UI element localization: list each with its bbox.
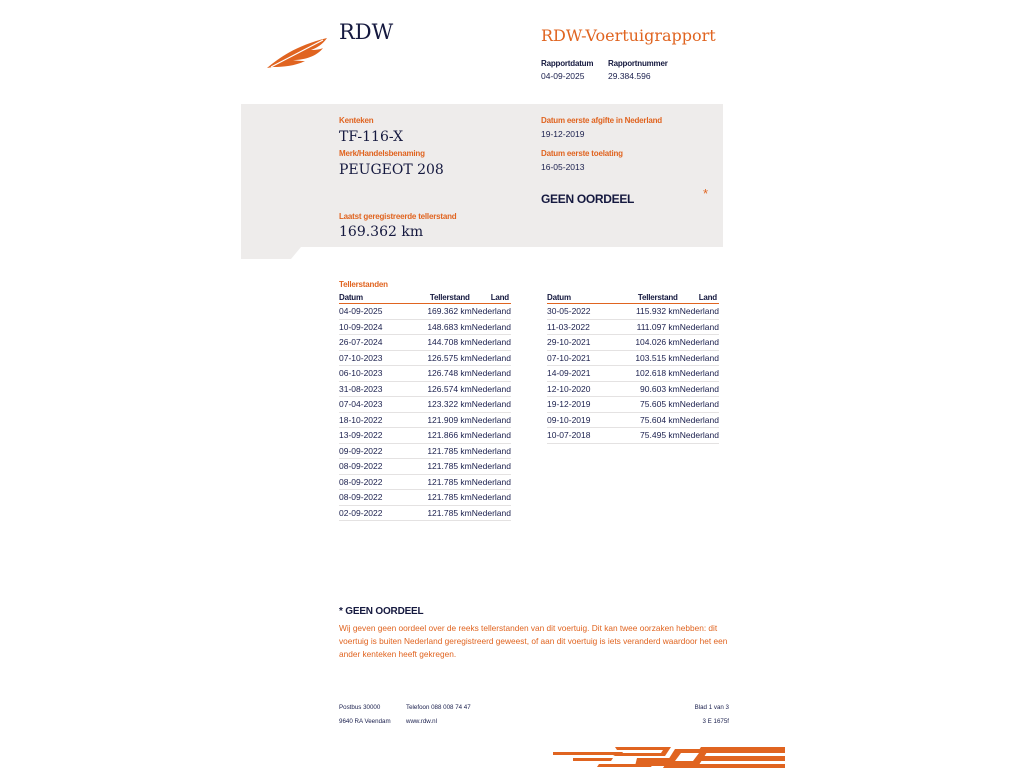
cell-datum: 11-03-2022 <box>547 319 614 335</box>
cell-land: Nederland <box>680 319 719 335</box>
oordeel-asterisk: * <box>703 186 709 201</box>
cell-land: Nederland <box>680 350 719 366</box>
cell-land: Nederland <box>680 428 719 444</box>
table-row <box>339 350 511 366</box>
table-row <box>547 397 719 413</box>
rapportnummer-value: 29.384.596 <box>608 71 651 81</box>
cell-land: Nederland <box>680 335 719 351</box>
cell-datum: 09-09-2022 <box>339 443 406 459</box>
cell-tellerstand: 75.495 km <box>614 428 679 444</box>
brand-name: RDW <box>339 20 394 44</box>
tellerstanden-table-left <box>339 292 511 521</box>
rdw-speed-stripes-icon <box>553 744 785 768</box>
table-row <box>339 490 511 506</box>
column-header-datum: Datum <box>547 292 614 304</box>
cell-tellerstand: 121.866 km <box>406 428 471 444</box>
rdw-feather-logo-icon <box>265 34 331 70</box>
cell-land: Nederland <box>472 443 511 459</box>
cell-datum: 18-10-2022 <box>339 412 406 428</box>
cell-tellerstand: 121.785 km <box>406 490 471 506</box>
table-row <box>547 381 719 397</box>
cell-land: Nederland <box>680 412 719 428</box>
cell-land: Nederland <box>472 474 511 490</box>
cell-datum: 30-05-2022 <box>547 304 614 320</box>
cell-land: Nederland <box>680 397 719 413</box>
cell-datum: 31-08-2023 <box>339 381 406 397</box>
cell-land: Nederland <box>472 304 511 320</box>
cell-datum: 19-12-2019 <box>547 397 614 413</box>
cell-tellerstand: 126.574 km <box>406 381 471 397</box>
cell-datum: 08-09-2022 <box>339 490 406 506</box>
cell-land: Nederland <box>680 304 719 320</box>
table-row <box>339 412 511 428</box>
footer-telefoon: Telefoon 088 008 74 47 <box>406 704 471 711</box>
column-header-tellerstand: Tellerstand <box>614 292 679 304</box>
note-title: * GEEN OORDEEL <box>339 606 424 617</box>
cell-datum: 02-09-2022 <box>339 505 406 521</box>
table-row <box>547 319 719 335</box>
merk-value: PEUGEOT 208 <box>339 162 444 178</box>
tellerstand-label: Laatst geregistreerde tellerstand <box>339 212 457 221</box>
cell-datum: 29-10-2021 <box>547 335 614 351</box>
cell-land: Nederland <box>680 381 719 397</box>
cell-tellerstand: 75.604 km <box>614 412 679 428</box>
cell-land: Nederland <box>472 381 511 397</box>
table-row <box>339 335 511 351</box>
cell-tellerstand: 103.515 km <box>614 350 679 366</box>
cell-tellerstand: 115.932 km <box>614 304 679 320</box>
cell-land: Nederland <box>472 350 511 366</box>
cell-datum: 07-10-2021 <box>547 350 614 366</box>
panel-notch <box>241 247 301 259</box>
rapportdatum-value: 04-09-2025 <box>541 71 585 81</box>
rapportnummer-label: Rapportnummer <box>608 59 668 68</box>
kenteken-label: Kenteken <box>339 116 374 125</box>
cell-land: Nederland <box>472 366 511 382</box>
table-row <box>547 335 719 351</box>
cell-datum: 06-10-2023 <box>339 366 406 382</box>
cell-land: Nederland <box>680 366 719 382</box>
cell-tellerstand: 121.785 km <box>406 459 471 475</box>
cell-tellerstand: 123.322 km <box>406 397 471 413</box>
cell-land: Nederland <box>472 412 511 428</box>
table-row <box>547 412 719 428</box>
table-row <box>339 474 511 490</box>
kenteken-value: TF-116-X <box>339 129 404 145</box>
cell-datum: 14-09-2021 <box>547 366 614 382</box>
cell-tellerstand: 169.362 km <box>406 304 471 320</box>
cell-datum: 08-09-2022 <box>339 459 406 475</box>
footer-postbus: Postbus 30000 <box>339 704 381 711</box>
table-row <box>339 459 511 475</box>
cell-land: Nederland <box>472 428 511 444</box>
cell-tellerstand: 121.785 km <box>406 505 471 521</box>
table-header-row <box>547 292 719 304</box>
cell-datum: 26-07-2024 <box>339 335 406 351</box>
cell-datum: 08-09-2022 <box>339 474 406 490</box>
cell-tellerstand: 111.097 km <box>614 319 679 335</box>
footer-website: www.rdw.nl <box>406 718 437 725</box>
cell-tellerstand: 102.618 km <box>614 366 679 382</box>
column-header-land: Land <box>680 292 719 304</box>
table-row <box>547 350 719 366</box>
merk-label: Merk/Handelsbenaming <box>339 149 425 158</box>
table-row <box>547 366 719 382</box>
table-row <box>339 381 511 397</box>
tellerstand-value: 169.362 km <box>339 224 424 240</box>
table-row <box>339 319 511 335</box>
cell-datum: 10-09-2024 <box>339 319 406 335</box>
cell-datum: 07-10-2023 <box>339 350 406 366</box>
summary-panel <box>241 104 723 247</box>
cell-tellerstand: 121.909 km <box>406 412 471 428</box>
footer-page-number: Blad 1 van 3 <box>694 704 729 711</box>
afgifte-label: Datum eerste afgifte in Nederland <box>541 116 662 125</box>
cell-tellerstand: 75.605 km <box>614 397 679 413</box>
footer-plaats: 9640 RA Veendam <box>339 718 391 725</box>
cell-land: Nederland <box>472 505 511 521</box>
cell-tellerstand: 90.603 km <box>614 381 679 397</box>
column-header-datum: Datum <box>339 292 406 304</box>
table-row <box>339 397 511 413</box>
table-row <box>547 428 719 444</box>
rapportdatum-label: Rapportdatum <box>541 59 594 68</box>
tellerstanden-heading: Tellerstanden <box>339 280 388 289</box>
cell-land: Nederland <box>472 335 511 351</box>
cell-datum: 10-07-2018 <box>547 428 614 444</box>
cell-datum: 12-10-2020 <box>547 381 614 397</box>
toelating-label: Datum eerste toelating <box>541 149 623 158</box>
footer-code: 3 E 1675f <box>702 718 729 725</box>
cell-datum: 07-04-2023 <box>339 397 406 413</box>
cell-tellerstand: 148.683 km <box>406 319 471 335</box>
cell-datum: 04-09-2025 <box>339 304 406 320</box>
cell-datum: 13-09-2022 <box>339 428 406 444</box>
cell-datum: 09-10-2019 <box>547 412 614 428</box>
toelating-value: 16-05-2013 <box>541 162 585 172</box>
table-row <box>547 304 719 320</box>
table-row <box>339 366 511 382</box>
table-row <box>339 505 511 521</box>
cell-tellerstand: 121.785 km <box>406 443 471 459</box>
column-header-land: Land <box>472 292 511 304</box>
afgifte-value: 19-12-2019 <box>541 129 585 139</box>
oordeel-verdict: GEEN OORDEEL <box>541 192 635 206</box>
tellerstanden-table-right <box>547 292 719 444</box>
column-header-tellerstand: Tellerstand <box>406 292 471 304</box>
cell-tellerstand: 104.026 km <box>614 335 679 351</box>
table-row <box>339 428 511 444</box>
cell-land: Nederland <box>472 397 511 413</box>
cell-tellerstand: 121.785 km <box>406 474 471 490</box>
cell-land: Nederland <box>472 490 511 506</box>
note-text: Wij geven geen oordeel over de reeks tellerstanden van dit voertuig. Dit kan twee oorzaken hebben: dit voertuig is buiten Nederland geregistreerd geweest, of aan dit voertuig is iets veranderd waardoor het een ander kenteken heeft gekregen. <box>339 623 728 659</box>
cell-land: Nederland <box>472 319 511 335</box>
cell-land: Nederland <box>472 459 511 475</box>
table-header-row <box>339 292 511 304</box>
cell-tellerstand: 126.748 km <box>406 366 471 382</box>
cell-tellerstand: 144.708 km <box>406 335 471 351</box>
table-row <box>339 304 511 320</box>
report-title: RDW-Voertuigrapport <box>541 26 716 45</box>
table-row <box>339 443 511 459</box>
cell-tellerstand: 126.575 km <box>406 350 471 366</box>
